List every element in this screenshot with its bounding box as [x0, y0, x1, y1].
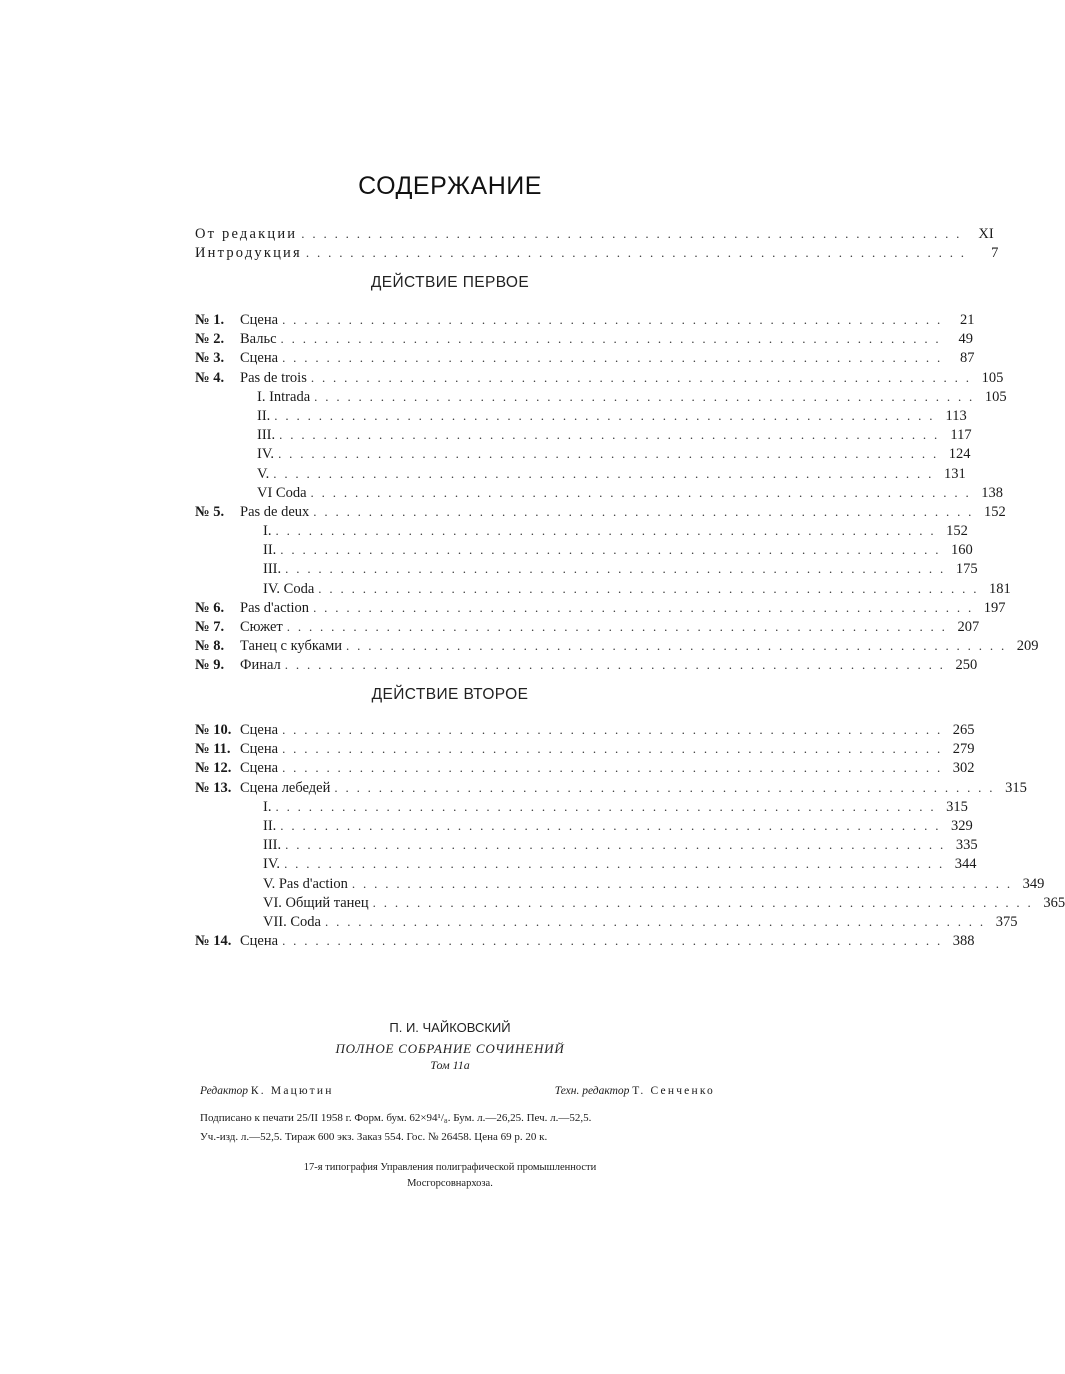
toc-entry-title: VI. Общий танец: [263, 894, 369, 911]
toc-entry: [195, 816, 973, 835]
toc-entry-page: 49: [958, 331, 973, 348]
toc-entry-number: № 1.: [195, 312, 225, 328]
toc-entry-title: Pas d'action: [240, 599, 310, 616]
toc-entry-page: 197: [983, 599, 1006, 616]
toc-entry-title: III.: [257, 427, 276, 444]
toc-entry-title: V.: [257, 465, 270, 482]
toc-entry-number: № 8.: [195, 638, 225, 655]
toc-entry-page: 365: [1043, 894, 1065, 911]
leader-dots: . . . . . . . . . . . . . . . . . . . . . . . . . . . . . . . . . . . . . . . . . . . . . . . . . . . . . . . . . . . .: [310, 484, 971, 500]
toc-entry-page: 265: [952, 722, 975, 738]
toc-entry-page: 131: [943, 465, 966, 482]
imprint-author: П. И. ЧАЙКОВСКИЙ: [389, 1020, 511, 1035]
print-details-line: Подписано к печати 25/II 1958 г. Форм. бум. 62×94¹/₈. Бум. л.—26,25. Печ. л.—52,5.: [200, 1112, 592, 1124]
toc-entry: [195, 758, 975, 777]
toc-entry: [195, 931, 975, 950]
tech-editor-role: Техн. редактор: [554, 1085, 630, 1097]
tech-editor: [555, 1085, 715, 1097]
toc-entry-page: 105: [984, 388, 1007, 405]
toc-entry: [195, 502, 1006, 521]
toc-entry-page: 388: [952, 933, 975, 950]
print-details: [200, 1109, 715, 1147]
toc-entry-page: 181: [989, 580, 1011, 597]
act1-heading: ДЕЙСТВИЕ ПЕРВОЕ: [370, 274, 530, 291]
leader-dots: . . . . . . . . . . . . . . . . . . . . . . . . . . . . . . . . . . . . . . . . . . . . . . . . . . . . . . . . . . . .: [282, 760, 943, 776]
printer-line: Мосгорсовнархоза.: [407, 1178, 493, 1189]
toc-entry: [195, 540, 973, 559]
toc-entry-title: Сцена: [240, 722, 279, 738]
toc-entry: [195, 579, 1011, 598]
toc-entry: [195, 329, 973, 348]
toc-entry-page: XI: [978, 226, 994, 242]
editor-name: К. Мацютин: [250, 1085, 334, 1097]
toc-entry-number: № 10.: [195, 722, 232, 738]
toc-entry-page: 315: [1005, 779, 1027, 796]
toc-entry-number: № 3.: [195, 350, 225, 367]
toc-entry-title: III.: [263, 837, 282, 854]
toc-entry: [195, 406, 967, 425]
toc-entry: [195, 778, 1027, 797]
leader-dots: . . . . . . . . . . . . . . . . . . . . . . . . . . . . . . . . . . . . . . . . . . . . . . . . . . . . . . . . . . . .: [318, 580, 979, 596]
leader-dots: . . . . . . . . . . . . . . . . . . . . . . . . . . . . . . . . . . . . . . . . . . . . . . . . . . . . . . . . . . . .: [282, 312, 943, 327]
toc-entry-page: 124: [948, 446, 971, 463]
toc-entry-title: V. Pas d'action: [263, 875, 348, 892]
toc-entry-page: 329: [951, 817, 973, 834]
toc-entry: [195, 598, 1006, 617]
toc-entry-page: 344: [954, 856, 977, 873]
editor: [200, 1085, 334, 1097]
front-matter-list: [195, 224, 999, 262]
toc-entry-number: № 12.: [195, 760, 232, 777]
leader-dots: . . . . . . . . . . . . . . . . . . . . . . . . . . . . . . . . . . . . . . . . . . . . . . . . . . . . . . . . . . . .: [278, 446, 939, 462]
toc-entry-page: 113: [945, 407, 967, 424]
toc-entry-number: № 11.: [195, 741, 231, 758]
toc-entry: [195, 521, 968, 540]
toc-entry-title: III.: [263, 561, 282, 578]
leader-dots: . . . . . . . . . . . . . . . . . . . . . . . . . . . . . . . . . . . . . . . . . . . . . . . . . . . . . . . . . . . .: [286, 619, 948, 634]
leader-dots: . . . . . . . . . . . . . . . . . . . . . . . . . . . . . . . . . . . . . . . . . . . . . . . . . . . . . . . . . . . .: [346, 638, 1007, 654]
toc-entry-title: IV.: [257, 446, 275, 463]
leader-dots: . . . . . . . . . . . . . . . . . . . . . . . . . . . . . . . . . . . . . . . . . . . . . . . . . . . . . . . . . . . .: [305, 245, 967, 261]
toc-entry-title: I.: [263, 798, 272, 815]
toc-entry: [195, 874, 1045, 893]
toc-entry-title: Pas de deux: [240, 503, 310, 520]
leader-dots: . . . . . . . . . . . . . . . . . . . . . . . . . . . . . . . . . . . . . . . . . . . . . . . . . . . . . . . . . . . .: [274, 407, 935, 423]
leader-dots: . . . . . . . . . . . . . . . . . . . . . . . . . . . . . . . . . . . . . . . . . . . . . . . . . . . . . . . . . . . .: [280, 542, 941, 558]
act1-list: [195, 310, 1039, 675]
toc-entry-page: 175: [955, 561, 978, 578]
toc-entry-title: II.: [263, 817, 277, 834]
toc-entry-title: Финал: [240, 657, 281, 674]
leader-dots: . . . . . . . . . . . . . . . . . . . . . . . . . . . . . . . . . . . . . . . . . . . . . . . . . . . . . . . . . . . .: [334, 779, 995, 795]
toc-entry: [195, 243, 999, 262]
leader-dots: . . . . . . . . . . . . . . . . . . . . . . . . . . . . . . . . . . . . . . . . . . . . . . . . . . . . . . . . . . . .: [275, 798, 936, 814]
leader-dots: . . . . . . . . . . . . . . . . . . . . . . . . . . . . . . . . . . . . . . . . . . . . . . . . . . . . . . . . . . . .: [282, 350, 943, 366]
toc-entry: [195, 720, 975, 739]
toc-entry-title: Танец с кубками: [240, 638, 343, 655]
printer-info: [0, 1160, 900, 1192]
toc-entry: [195, 559, 978, 578]
leader-dots: . . . . . . . . . . . . . . . . . . . . . . . . . . . . . . . . . . . . . . . . . . . . . . . . . . . . . . . . . . . .: [275, 523, 936, 539]
toc-entry: [195, 464, 966, 483]
printer-line: 17-я типография Управления полиграфической промышленности: [303, 1162, 597, 1173]
toc-entry-number: № 7.: [195, 619, 225, 635]
toc-entry-page: 279: [952, 741, 975, 758]
toc-entry-number: № 13.: [195, 779, 232, 796]
act2-heading: ДЕЙСТВИЕ ВТОРОЕ: [371, 686, 529, 703]
toc-entry-title: От редакции: [195, 226, 298, 242]
toc-entry: [195, 617, 980, 636]
toc-entry-page: 152: [946, 523, 968, 540]
toc-entry-title: Сцена лебедей: [240, 779, 331, 796]
toc-entry-page: 335: [955, 837, 978, 854]
toc-entry-page: 7: [991, 245, 999, 262]
toc-entry-page: 87: [960, 350, 975, 367]
toc-entry-page: 160: [951, 542, 973, 559]
leader-dots: . . . . . . . . . . . . . . . . . . . . . . . . . . . . . . . . . . . . . . . . . . . . . . . . . . . . . . . . . . . .: [282, 933, 943, 949]
leader-dots: . . . . . . . . . . . . . . . . . . . . . . . . . . . . . . . . . . . . . . . . . . . . . . . . . . . . . . . . . . . .: [351, 875, 1013, 891]
toc-entry-title: Сцена: [240, 350, 279, 367]
toc-entry-page: 207: [957, 619, 980, 635]
act2-list: [195, 720, 1065, 950]
toc-entry-page: 375: [995, 913, 1018, 930]
toc-entry-title: VI Coda: [257, 484, 307, 501]
toc-entry-page: 105: [981, 369, 1004, 386]
toc-entry-page: 152: [983, 503, 1006, 520]
toc-entry-page: 117: [950, 427, 972, 444]
leader-dots: . . . . . . . . . . . . . . . . . . . . . . . . . . . . . . . . . . . . . . . . . . . . . . . . . . . . . . . . . . . .: [314, 388, 975, 404]
toc-entry-title: Вальс: [240, 331, 277, 348]
toc-entry: [195, 655, 978, 674]
toc-entry-page: 138: [981, 484, 1003, 501]
toc-entry-page: 209: [1016, 638, 1039, 655]
toc-entry-number: № 9.: [195, 657, 225, 674]
leader-dots: . . . . . . . . . . . . . . . . . . . . . . . . . . . . . . . . . . . . . . . . . . . . . . . . . . . . . . . . . . . .: [284, 856, 945, 872]
toc-entry: [195, 224, 994, 243]
toc-entry-page: 21: [960, 312, 975, 328]
toc-entry-title: Сцена: [240, 312, 279, 328]
leader-dots: . . . . . . . . . . . . . . . . . . . . . . . . . . . . . . . . . . . . . . . . . . . . . . . . . . . . . . . . . . . .: [372, 894, 1034, 910]
toc-entry: [195, 893, 1065, 912]
toc-entry-title: Сцена: [240, 933, 279, 950]
imprint-work-title: ПОЛНОЕ СОБРАНИЕ СОЧИНЕНИЙ: [335, 1041, 565, 1056]
toc-entry: [195, 739, 975, 758]
toc-entry-title: II.: [257, 407, 271, 424]
toc-entry: [195, 348, 975, 367]
toc-entry: [195, 636, 1039, 655]
editor-role: Редактор: [200, 1085, 249, 1097]
toc-entry-title: Сюжет: [240, 619, 283, 635]
toc-entry: [195, 444, 971, 463]
leader-dots: . . . . . . . . . . . . . . . . . . . . . . . . . . . . . . . . . . . . . . . . . . . . . . . . . . . . . . . . . . . .: [280, 331, 941, 347]
toc-entry: [195, 425, 972, 444]
toc-entry-title: Pas de trois: [240, 369, 307, 386]
leader-dots: . . . . . . . . . . . . . . . . . . . . . . . . . . . . . . . . . . . . . . . . . . . . . . . . . . . . . . . . . . . .: [282, 722, 943, 737]
leader-dots: . . . . . . . . . . . . . . . . . . . . . . . . . . . . . . . . . . . . . . . . . . . . . . . . . . . . . . . . . . . .: [273, 465, 934, 481]
toc-entry: [195, 483, 1003, 502]
leader-dots: . . . . . . . . . . . . . . . . . . . . . . . . . . . . . . . . . . . . . . . . . . . . . . . . . . . . . . . . . . . .: [280, 817, 941, 833]
toc-entry-number: № 2.: [195, 331, 225, 348]
toc-entry-page: 349: [1022, 875, 1045, 892]
toc-entry-title: Интродукция: [195, 245, 302, 262]
toc-entry-title: VII. Coda: [263, 913, 321, 930]
leader-dots: . . . . . . . . . . . . . . . . . . . . . . . . . . . . . . . . . . . . . . . . . . . . . . . . . . . . . . . . . . . .: [285, 561, 946, 577]
toc-entry-page: 315: [946, 798, 968, 815]
toc-entry: [195, 835, 978, 854]
toc-entry-title: I. Intrada: [257, 388, 311, 405]
toc-entry-number: № 4.: [195, 369, 225, 386]
toc-entry: [195, 912, 1018, 931]
leader-dots: . . . . . . . . . . . . . . . . . . . . . . . . . . . . . . . . . . . . . . . . . . . . . . . . . . . . . . . . . . . .: [284, 657, 946, 673]
leader-dots: . . . . . . . . . . . . . . . . . . . . . . . . . . . . . . . . . . . . . . . . . . . . . . . . . . . . . . . . . . . .: [310, 369, 972, 385]
toc-entry-number: № 5.: [195, 503, 225, 520]
print-details-line: Уч.-изд. л.—52,5. Тираж 600 экз. Заказ 554. Гос. № 26458. Цена 69 р. 20 к.: [200, 1131, 548, 1143]
toc-entry-title: IV.: [263, 856, 281, 873]
editors-line: [200, 1085, 715, 1097]
toc-entry-title: II.: [263, 542, 277, 559]
leader-dots: . . . . . . . . . . . . . . . . . . . . . . . . . . . . . . . . . . . . . . . . . . . . . . . . . . . . . . . . . . . .: [282, 741, 943, 757]
leader-dots: . . . . . . . . . . . . . . . . . . . . . . . . . . . . . . . . . . . . . . . . . . . . . . . . . . . . . . . . . . . .: [313, 599, 974, 615]
toc-entry: [195, 387, 1007, 406]
toc-entry: [195, 310, 975, 329]
toc-entry-title: Сцена: [240, 741, 279, 758]
toc-entry: [195, 797, 968, 816]
toc-entry: [195, 854, 977, 873]
toc-entry-title: I.: [263, 523, 272, 540]
tech-editor-name: Т. Сенченко: [632, 1085, 715, 1097]
page-title: СОДЕРЖАНИЕ: [358, 172, 542, 200]
toc-entry-page: 250: [955, 657, 978, 674]
leader-dots: . . . . . . . . . . . . . . . . . . . . . . . . . . . . . . . . . . . . . . . . . . . . . . . . . . . . . . . . . . . .: [313, 503, 974, 519]
leader-dots: . . . . . . . . . . . . . . . . . . . . . . . . . . . . . . . . . . . . . . . . . . . . . . . . . . . . . . . . . . . .: [285, 837, 946, 853]
leader-dots: . . . . . . . . . . . . . . . . . . . . . . . . . . . . . . . . . . . . . . . . . . . . . . . . . . . . . . . . . . . .: [325, 913, 986, 929]
leader-dots: . . . . . . . . . . . . . . . . . . . . . . . . . . . . . . . . . . . . . . . . . . . . . . . . . . . . . . . . . . . .: [279, 427, 940, 443]
toc-entry: [195, 368, 1004, 387]
leader-dots: . . . . . . . . . . . . . . . . . . . . . . . . . . . . . . . . . . . . . . . . . . . . . . . . . . . . . . . . . . . .: [301, 226, 962, 241]
toc-entry-title: Сцена: [240, 760, 279, 777]
toc-entry-page: 302: [952, 760, 975, 777]
imprint-volume: Том 11а: [430, 1058, 470, 1072]
toc-entry-number: № 6.: [195, 599, 225, 616]
toc-entry-title: IV. Coda: [263, 580, 315, 597]
toc-entry-number: № 14.: [195, 933, 232, 950]
